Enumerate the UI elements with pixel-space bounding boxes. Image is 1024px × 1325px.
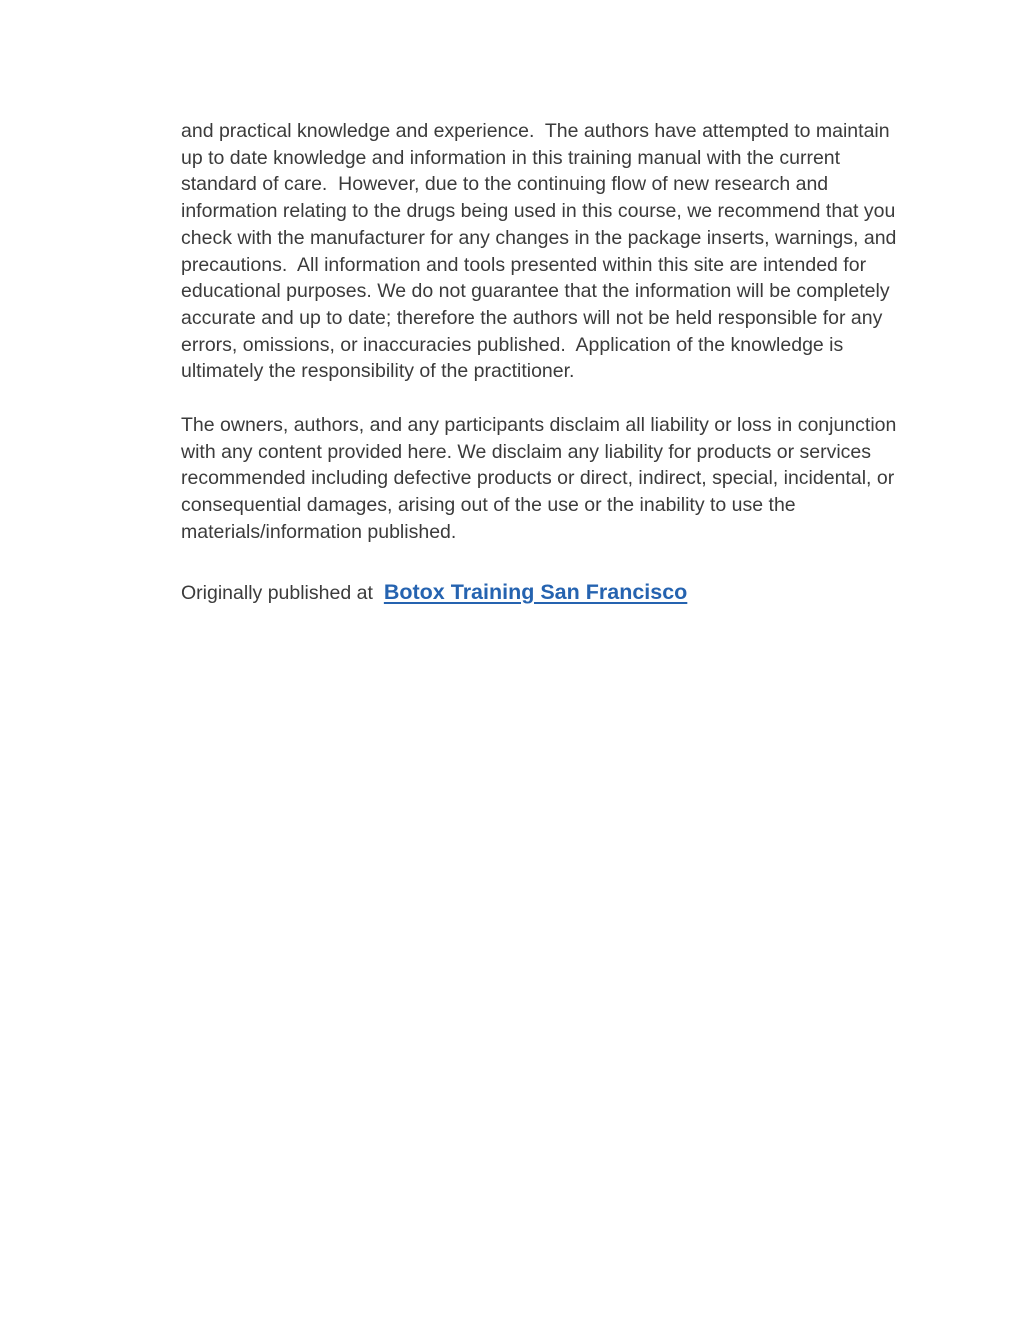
botox-training-san-francisco-link[interactable]: Botox Training San Francisco	[383, 579, 688, 604]
published-line	[181, 573, 905, 607]
disclaimer-paragraph-1: and practical knowledge and experience. The authors have attempted to maintain up to date knowledge and information in this training manual with the current standard of care. However, due to the continuing flow of new research and information relating to the drugs being used in this course, we recommend that you check with the manufacturer for any changes in the package inserts, warnings, and precautions. All information and tools presented within this site are intended for educational purposes. We do not guarantee that the information will be completely accurate and up to date; therefore the authors will not be held responsible for any errors, omissions, or inaccuracies published. Application of the knowledge is ultimately the responsibility of the practitioner.	[181, 120, 902, 383]
published-prefix-text: Originally published at	[181, 581, 373, 604]
document-content	[181, 118, 905, 607]
disclaimer-paragraph-2: The owners, authors, and any participants disclaim all liability or loss in conjunction with any content provided here. We disclaim any liability for products or services recommended including defective products or direct, indirect, special, incidental, or consequential damages, arising out of the use or the inability to use the materials/information published.	[181, 414, 902, 543]
